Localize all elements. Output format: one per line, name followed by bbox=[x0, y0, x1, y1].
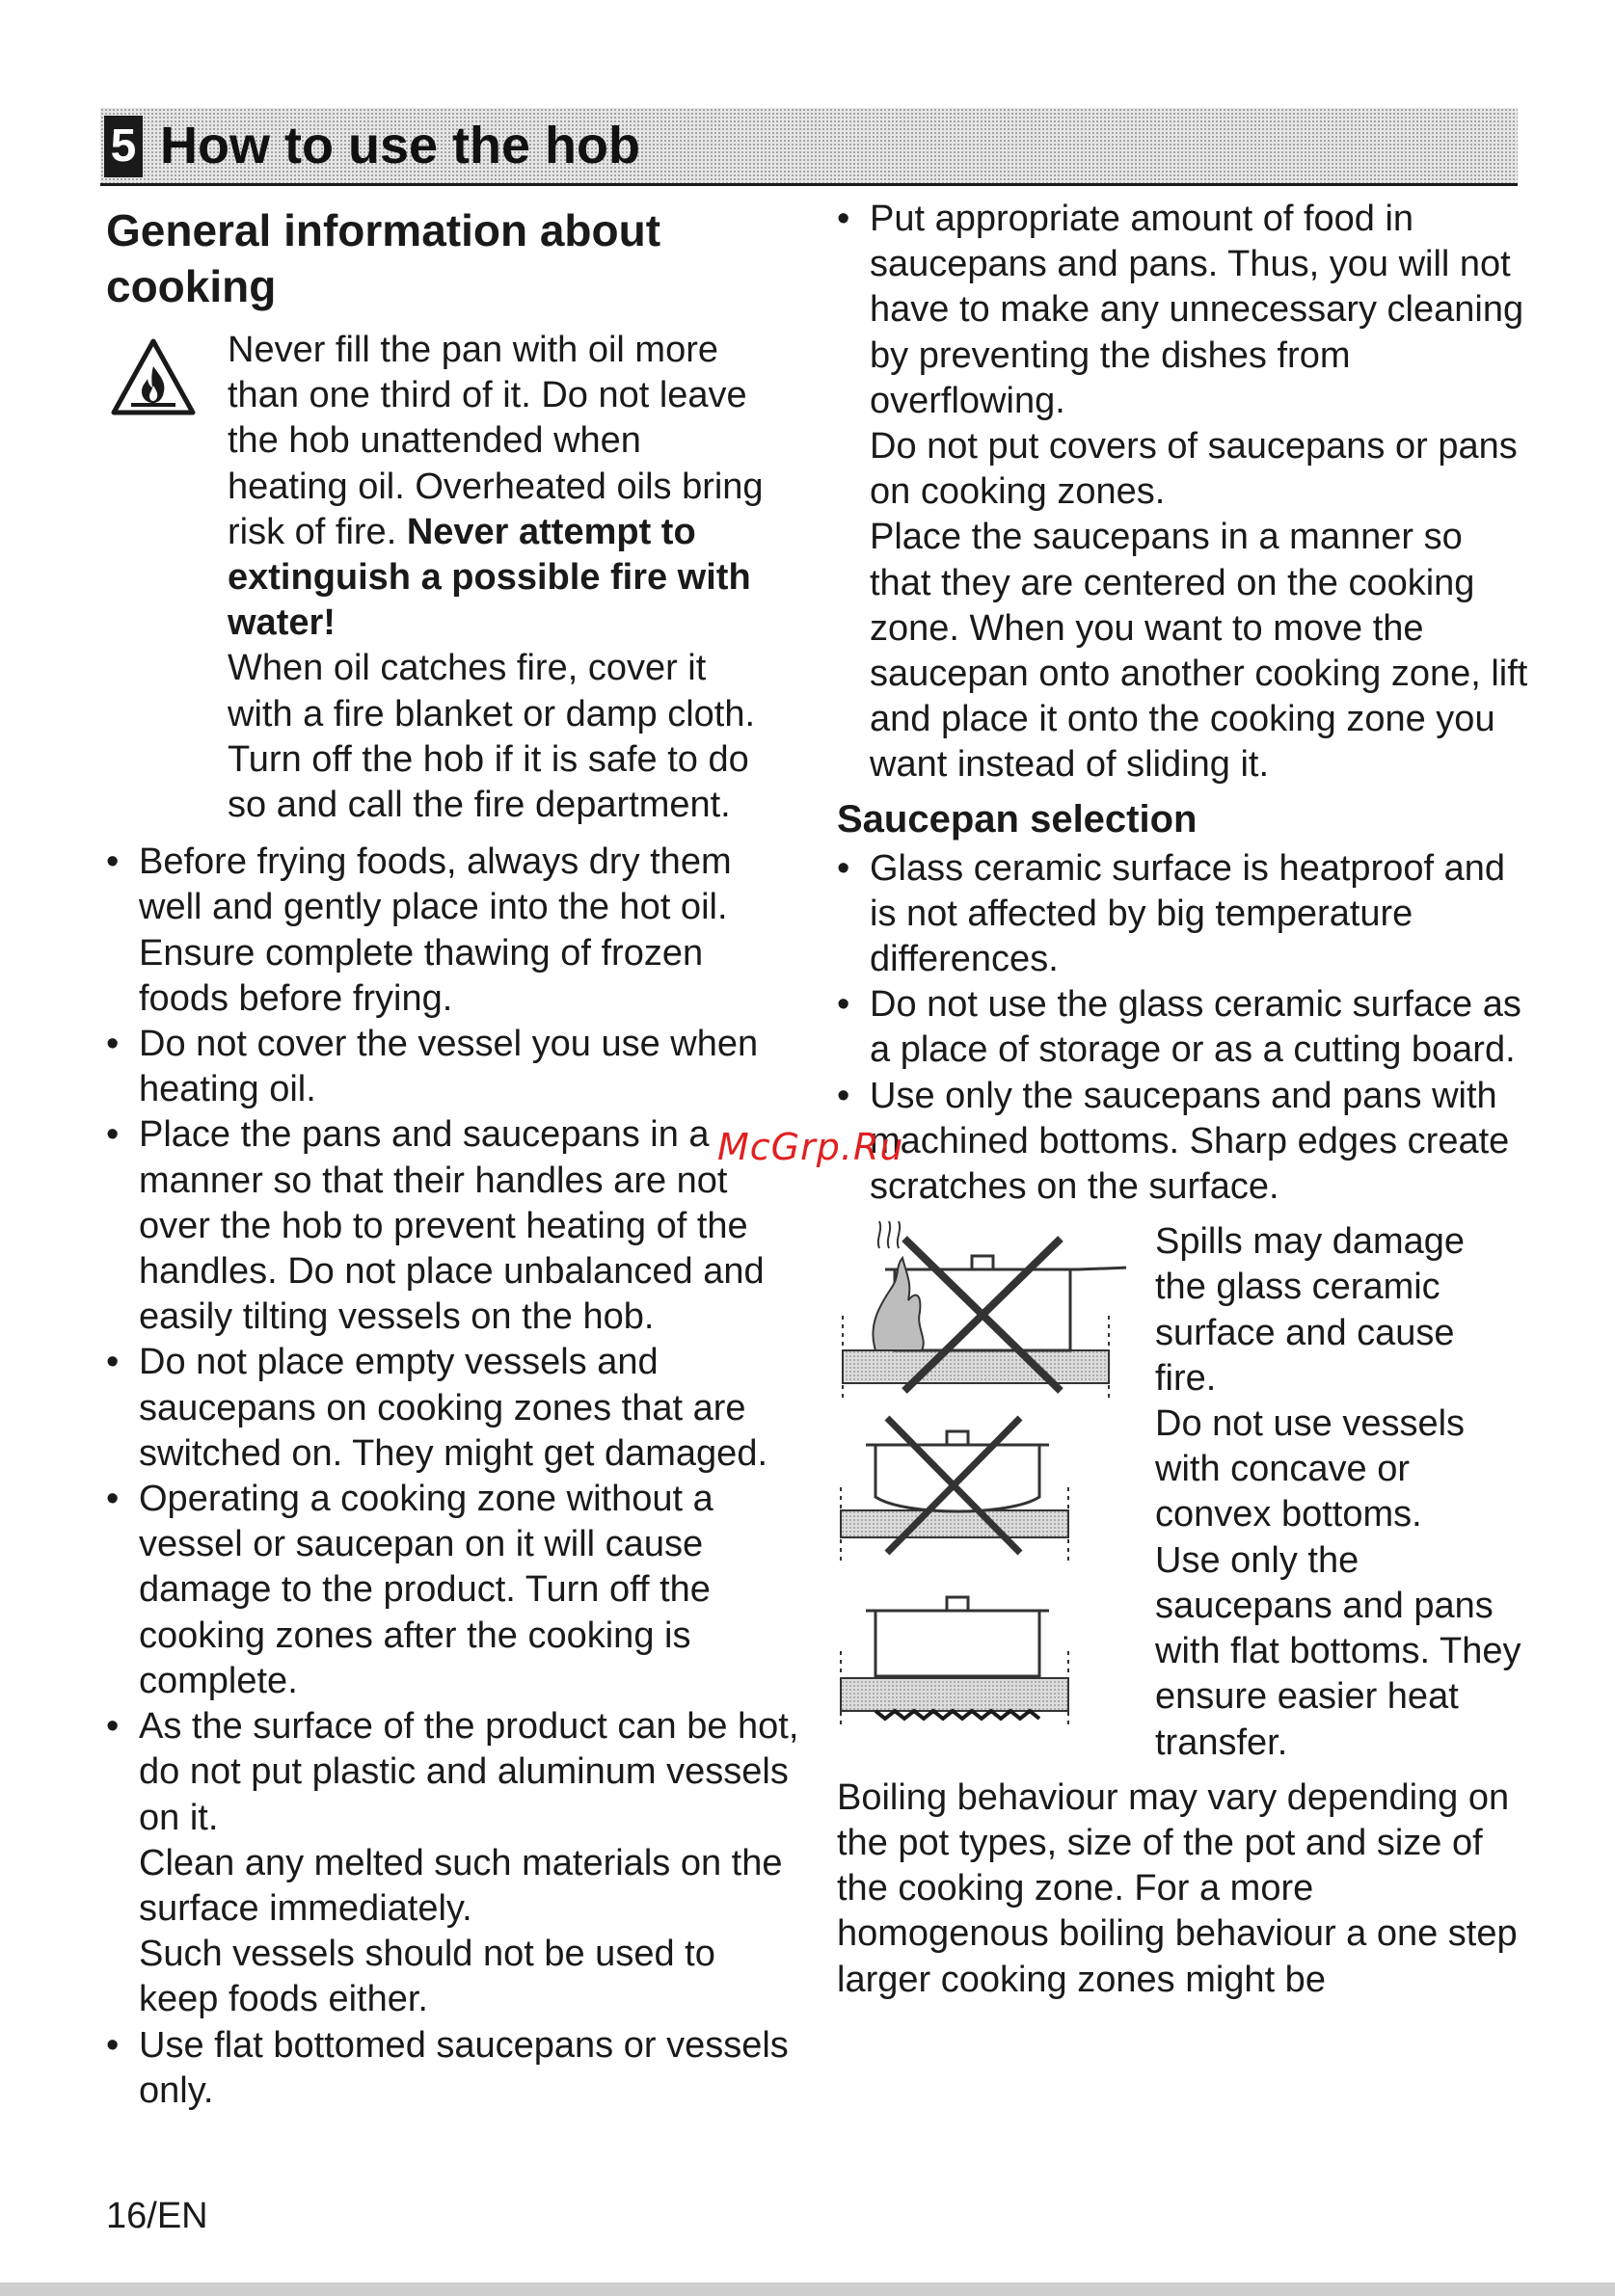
figure-captions bbox=[1155, 1219, 1521, 1765]
warning-text-bold: Never attempt to extinguish a possible fire with water! bbox=[228, 511, 751, 644]
surface-bullet-line-3: Such vessels should not be used to keep foods either. bbox=[139, 1934, 715, 2020]
surface-bullet-line-1: • As the surface of the product can be hot, do not put plastic and aluminum vessels on it. bbox=[139, 1706, 799, 1838]
concave-pot-crossed-illustration bbox=[837, 1410, 1078, 1564]
figure-stack bbox=[837, 1219, 1155, 1765]
list-item: • Before frying foods, always dry them well and gently place into the hot oil. Ensure complete thawing of frozen foods before frying. bbox=[106, 840, 800, 1022]
watermark: McGrp.Ru bbox=[717, 1126, 904, 1168]
spilling-pot-crossed-illustration bbox=[837, 1219, 1126, 1402]
list-item: • Operating a cooking zone without a vessel or saucepan on it will cause damage to the product. Turn off the cooking zones after the cooking is complete. bbox=[106, 1477, 800, 1704]
list-item bbox=[837, 197, 1531, 788]
boiling-behaviour-text: Boiling behaviour may vary depending on the pot types, size of the pot and size of the cooking zone. For a more homogenous boiling behaviour a one step larger cooking zones might be bbox=[837, 1776, 1518, 2000]
list-item: • Glass ceramic surface is heatproof and is not affected by big temperature differences. bbox=[837, 846, 1531, 983]
chapter-number: 5 bbox=[104, 116, 143, 177]
surface-bullet-line-2: Clean any melted such materials on the surface immediately. bbox=[139, 1842, 783, 1929]
list-item: • Place the pans and saucepans in a manner so that their handles are not over the hob to prevent heating of the handles. Do not place unbalanced and easily tilting vessels on the hob. bbox=[106, 1112, 800, 1340]
flat-bottom-pot-illustration bbox=[837, 1584, 1078, 1738]
food-bullet-line-2: Do not put covers of saucepans or pans on cooking zones. bbox=[870, 426, 1518, 513]
page-number: 16/EN bbox=[106, 2196, 208, 2236]
caption-flat: Use only the saucepans and pans with flat bottoms. They ensure easier heat transfer. bbox=[1155, 1539, 1521, 1763]
list-item: • Use only the saucepans and pans with machined bottoms. Sharp edges create scratches on the surface. bbox=[837, 1074, 1531, 1211]
list-item: • Do not place empty vessels and saucepans on cooking zones that are switched on. They might get damaged. bbox=[106, 1340, 800, 1477]
left-column bbox=[106, 202, 800, 2114]
list-item bbox=[106, 1704, 800, 2022]
caption-spills: Spills may damage the glass ceramic surface and cause fire. bbox=[1155, 1221, 1466, 1399]
fire-warning-block bbox=[106, 328, 800, 828]
list-item: • Do not cover the vessel you use when heating oil. bbox=[106, 1022, 800, 1112]
warning-text-part-2: When oil catches fire, cover it with a fire blanket or damp cloth. Turn off the hob if it is safe to do so and call the fire department. bbox=[228, 648, 756, 826]
food-amount-list bbox=[837, 197, 1531, 788]
chapter-title: How to use the hob bbox=[160, 117, 640, 174]
page-bottom-edge bbox=[0, 2283, 1615, 2296]
warning-text-part-1: Never fill the pan with oil more than one third of it. Do not leave the hob unattended when heating oil. Overheated oils bring risk of fire. bbox=[228, 330, 764, 552]
saucepan-selection-list bbox=[837, 846, 1531, 1211]
cooking-tips-list bbox=[106, 840, 800, 2114]
fire-warning-icon bbox=[110, 337, 197, 416]
list-item: • Use flat bottomed saucepans or vessels only. bbox=[106, 2023, 800, 2114]
section-heading-general-info: General information about cooking bbox=[106, 205, 661, 311]
list-item: • Do not use the glass ceramic surface as a place of storage or as a cutting board. bbox=[837, 982, 1531, 1073]
saucepan-selection-heading: Saucepan selection bbox=[837, 797, 1198, 841]
header-rule bbox=[100, 183, 1518, 186]
right-column bbox=[837, 197, 1531, 2003]
caption-concave: Do not use vessels with concave or convex bottoms. bbox=[1155, 1403, 1466, 1535]
saucepan-figures bbox=[837, 1219, 1531, 1765]
fire-warning-text bbox=[228, 328, 767, 828]
food-bullet-line-3: Place the saucepans in a manner so that they are centered on the cooking zone. When you want to move the saucepan onto another cooking zone, lift and place it onto the cooking zone you want instead of sliding it. bbox=[870, 517, 1528, 786]
food-bullet-line-1: • Put appropriate amount of food in saucepans and pans. Thus, you will not have to make any unnecessary cleaning by preventing the dishes from overflowing. bbox=[870, 199, 1524, 421]
